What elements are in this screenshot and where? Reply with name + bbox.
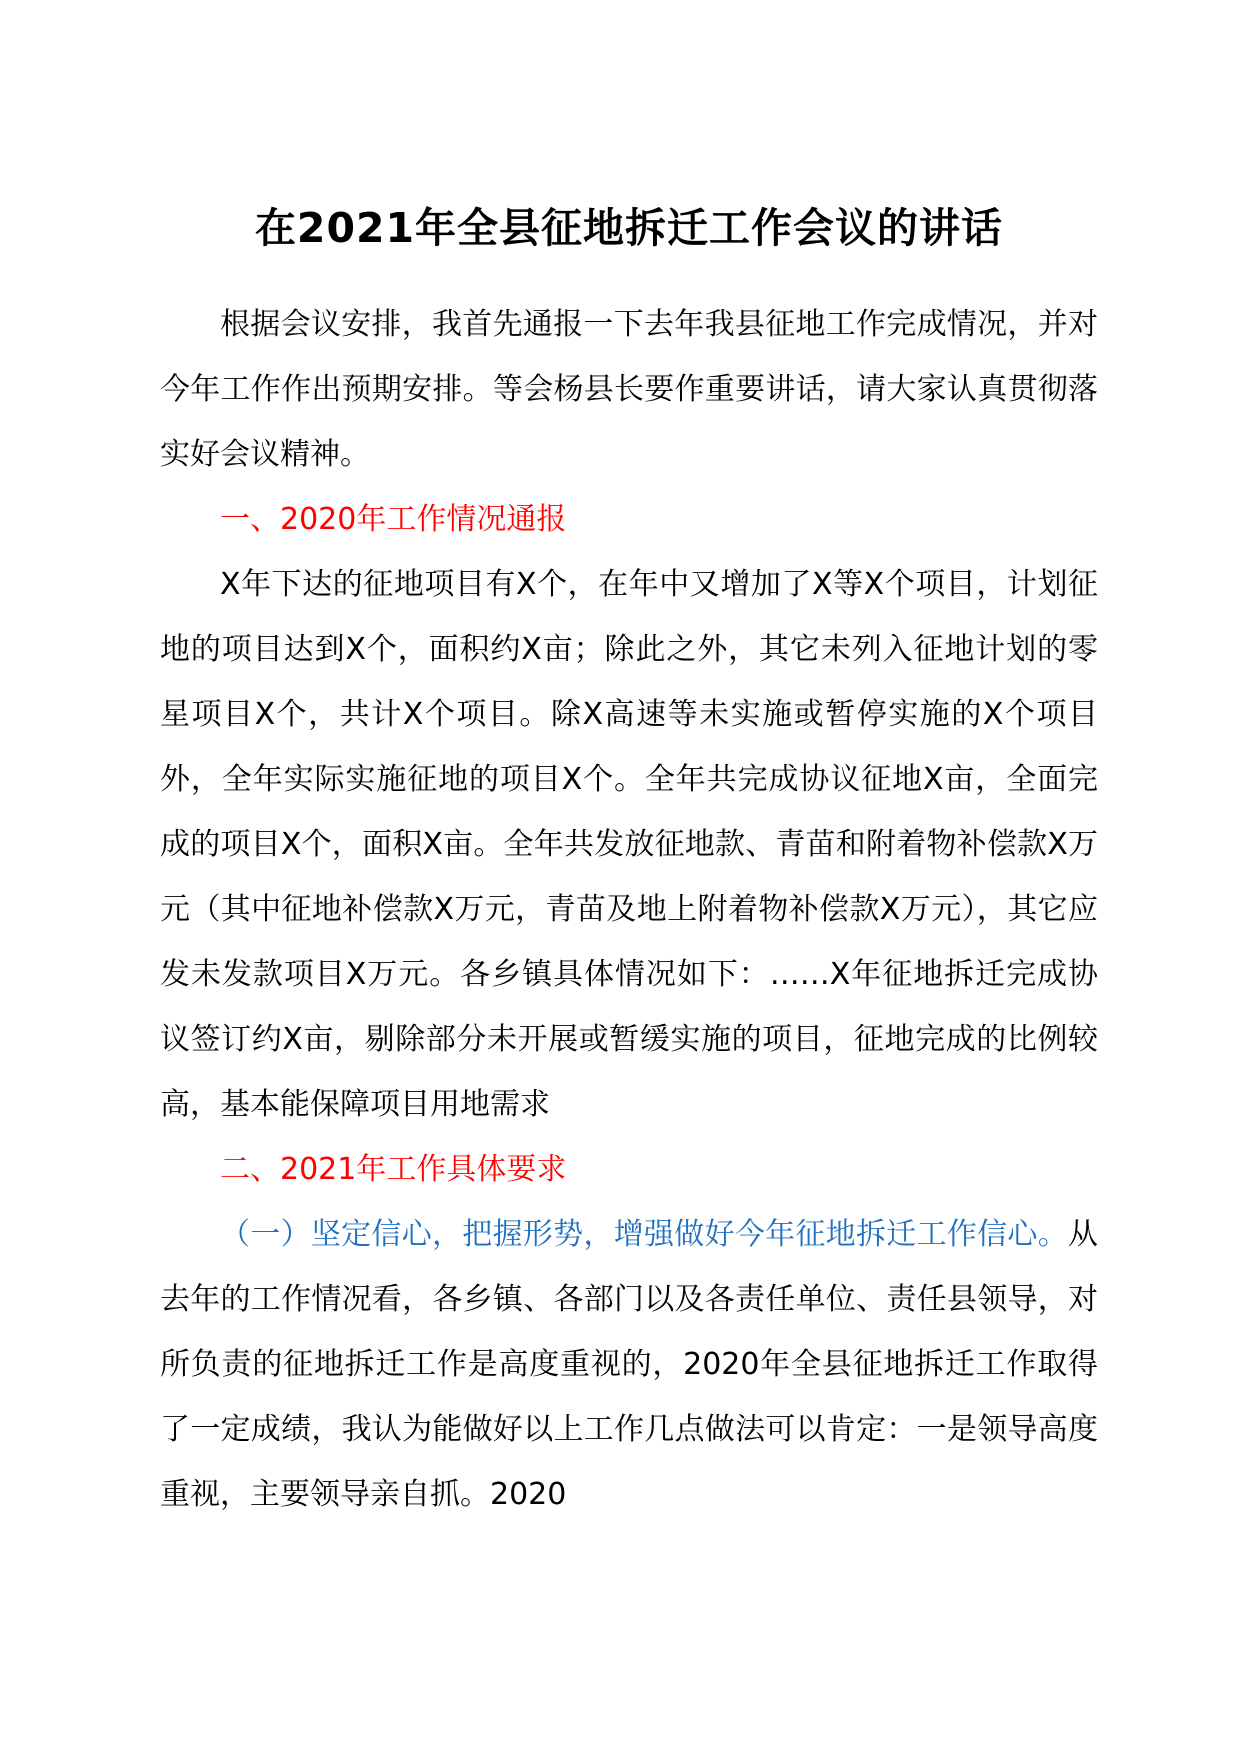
document-body xyxy=(160,292,1098,1527)
section-1-paragraph: X年下达的征地项目有X个，在年中又增加了X等X个项目，计划征地的项目达到X个，面积约X亩；除此之外，其它未列入征地计划的零星项目X个，共计X个项目。除X高速等未实施或暂停实施的X个项目外，全年实际实施征地的项目X个。全年共完成协议征地X亩，全面完成的项目X个，面积X亩。全年共发放征地款、青苗和附着物补偿款X万元（其中征地补偿款X万元，青苗及地上附着物补偿款X万元），其它应发未发款项目X万元。各乡镇具体情况如下：……X年征地拆迁完成协议签订约X亩，剔除部分未开展或暂缓实施的项目，征地完成的比例较高，基本能保障项目用地需求 xyxy=(160,567,1098,1122)
subsection-1-paragraph xyxy=(160,1202,1098,1527)
document-title: 在2021年全县征地拆迁工作会议的讲话 xyxy=(254,204,1004,252)
section-1-heading: 一、2020年工作情况通报 xyxy=(220,502,567,537)
subsection-1-body: 从去年的工作情况看，各乡镇、各部门以及各责任单位、责任县领导，对所负责的征地拆迁工作是高度重视的，2020年全县征地拆迁工作取得了一定成绩，我认为能做好以上工作几点做法可以肯定：一是领导高度重视，主要领导亲自抓。2020 xyxy=(160,1217,1098,1512)
intro-paragraph: 根据会议安排，我首先通报一下去年我县征地工作完成情况，并对今年工作作出预期安排。等会杨县长要作重要讲话，请大家认真贯彻落实好会议精神。 xyxy=(160,307,1098,472)
section-2-heading: 二、2021年工作具体要求 xyxy=(220,1152,567,1187)
subsection-1-heading: （一）坚定信心，把握形势，增强做好今年征地拆迁工作信心。 xyxy=(220,1217,1068,1252)
